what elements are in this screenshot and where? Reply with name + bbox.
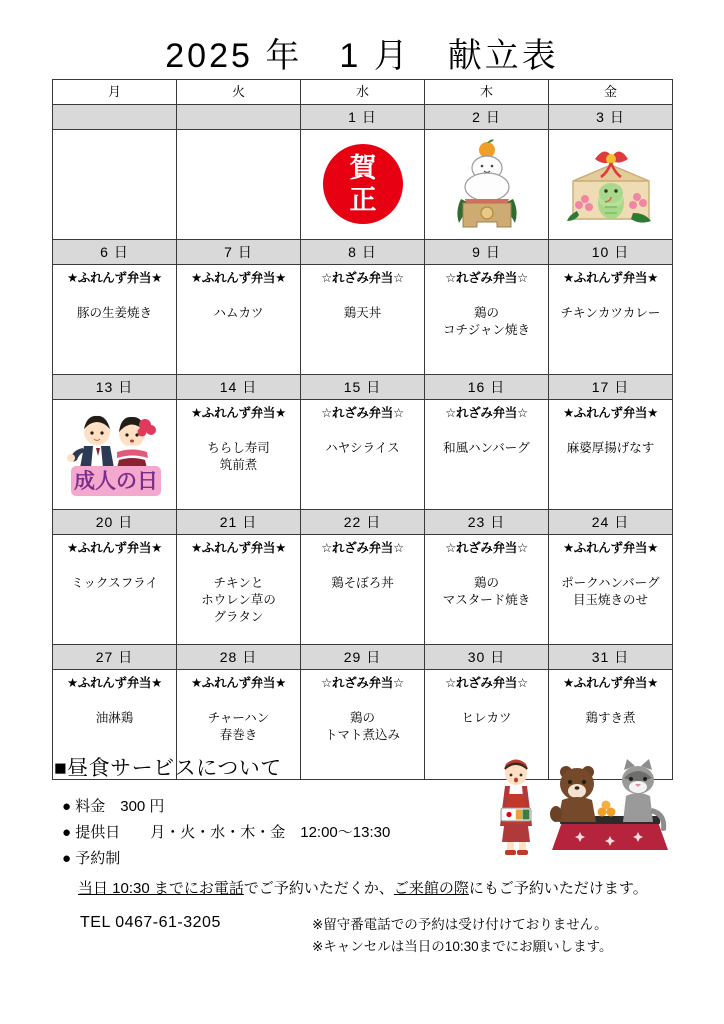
dish-line: ポークハンバーグ [561,576,660,590]
date-cell: 3 日 [549,105,673,130]
dish-line: コチジャン焼き [442,323,530,337]
menu-cell [53,265,177,375]
menu-row [53,130,673,240]
reservation-line: ● 予約制 [62,850,121,867]
dish-line: 鶏の [473,306,499,320]
bento-type-label: ☆れざみ弁当☆ [321,406,404,420]
weekday-header-cell: 木 [425,80,549,105]
weekday-header-cell: 金 [549,80,673,105]
tel-block [54,914,694,958]
date-cell: 9 日 [425,240,549,265]
dish-line: チキンカツカレー [560,306,661,320]
bento-type-label: ☆れざみ弁当☆ [445,271,528,285]
bento-type-label: ★ふれんず弁当★ [66,541,162,555]
dish-line: ミックスフライ [71,576,158,590]
date-cell: 13 日 [53,375,177,400]
menu-cell [301,400,425,510]
dish-line: ホウレン草の [201,593,276,607]
dish-name [551,305,670,322]
dish-line: 鶏の [349,711,375,725]
menu-cell [425,400,549,510]
bento-type-label: ☆れざみ弁当☆ [321,541,404,555]
menu-row [53,400,673,510]
menu-cell-illustration [549,130,673,240]
bento-type-label: ★ふれんず弁当★ [190,541,286,555]
footer-illustrations [484,748,694,866]
reservation-notes [312,914,613,958]
dish-line: ハヤシライス [325,441,400,455]
date-row [53,240,673,265]
date-cell: 24 日 [549,510,673,535]
dish-line: 麻婆厚揚げなす [566,441,655,455]
menu-cell [425,535,549,645]
menu-cell [177,265,301,375]
bento-type-label: ☆れざみ弁当☆ [321,271,404,285]
dish-name [179,575,298,626]
dish-line: 春巻き [219,728,258,742]
date-row [53,375,673,400]
weekday-header-row [53,80,673,105]
menu-cell [549,400,673,510]
bento-type-label: ★ふれんず弁当★ [562,271,658,285]
bento-type-label: ☆れざみ弁当☆ [445,676,528,690]
dish-name [55,575,174,592]
bento-lady-and-kotatsu-animals-icon [484,748,694,866]
dish-line: 筑前煮 [219,458,258,472]
reservation-detail-mid: でご予約いただくか、 [243,880,394,897]
dish-name [179,440,298,474]
bento-type-label: ☆れざみ弁当☆ [445,541,528,555]
date-cell: 21 日 [177,510,301,535]
kagami-mochi-icon [425,130,548,238]
dish-line: トマト煮込み [324,728,400,742]
dish-line: チキンと [213,576,264,590]
date-cell: 30 日 [425,645,549,670]
weekday-header-cell: 火 [177,80,301,105]
bento-type-label: ★ふれんず弁当★ [66,676,162,690]
date-cell-empty [53,105,177,130]
dish-line: 目玉焼きのせ [572,593,648,607]
date-row [53,105,673,130]
svg-text:賀: 賀 [349,153,376,183]
dish-line: 鶏の [473,576,499,590]
dish-name [303,575,422,592]
menu-cell [53,535,177,645]
bento-type-label: ★ふれんず弁当★ [562,541,658,555]
dish-name [179,305,298,322]
menu-cell-illustration [425,130,549,240]
menu-cell [301,265,425,375]
dish-line: マスタード焼き [442,593,531,607]
date-cell: 20 日 [53,510,177,535]
date-cell: 16 日 [425,375,549,400]
svg-text:成人の日: 成人の日 [73,470,158,493]
dish-name [427,710,546,727]
date-cell: 2 日 [425,105,549,130]
dish-line: チャーハン [207,711,270,725]
dish-name [179,710,298,744]
dish-name [551,575,670,609]
dish-name [303,305,422,322]
bento-type-label: ★ふれんず弁当★ [562,676,658,690]
gasho-stamp-icon [301,130,424,238]
dish-name [427,305,546,339]
weekday-header-cell: 月 [53,80,177,105]
dish-line: 和風ハンバーグ [443,441,530,455]
date-cell: 14 日 [177,375,301,400]
date-cell-empty [177,105,301,130]
dish-name [551,710,670,727]
dish-name [551,440,670,457]
page-title: 2025 年 1 月 献立表 [165,37,559,75]
bento-type-label: ★ふれんず弁当★ [66,271,162,285]
weekday-header-cell: 水 [301,80,425,105]
date-cell: 27 日 [53,645,177,670]
menu-cell [177,400,301,510]
dish-line: ちらし寿司 [207,441,270,455]
calendar-table-wrapper [52,79,672,780]
date-cell: 6 日 [53,240,177,265]
reservation-detail [54,876,694,902]
menu-cell-illustration [53,400,177,510]
menu-cell-empty [177,130,301,240]
menu-row [53,535,673,645]
menu-cell [177,535,301,645]
date-cell: 7 日 [177,240,301,265]
date-cell: 22 日 [301,510,425,535]
date-cell: 23 日 [425,510,549,535]
dish-name [303,440,422,457]
date-cell: 15 日 [301,375,425,400]
dish-line: グラタン [213,610,264,624]
menu-cell [549,265,673,375]
bento-type-label: ★ふれんず弁当★ [562,406,658,420]
dish-name [303,710,422,744]
dish-name [427,575,546,609]
dish-line: ヒレカツ [461,711,512,725]
date-cell: 28 日 [177,645,301,670]
service-days-line: ● 提供日 月・火・水・木・金 12:00〜13:30 [62,824,391,841]
price-line: ● 料金 300 円 [62,798,165,815]
menu-row [53,265,673,375]
date-row [53,645,673,670]
bento-type-label: ★ふれんず弁当★ [190,676,286,690]
date-cell: 8 日 [301,240,425,265]
note-cancellation: ※キャンセルは当日の10:30までにお願いします。 [312,939,613,954]
bento-type-label: ☆れざみ弁当☆ [445,406,528,420]
reservation-detail-phone: 当日 10:30 までにお電話 [78,880,244,897]
coming-of-age-day-icon [53,400,176,508]
menu-cell-illustration [301,130,425,240]
menu-cell [301,535,425,645]
note-answering-machine: ※留守番電話での予約は受け付けておりません。 [312,917,608,932]
dish-name [55,305,174,322]
dish-name [55,710,174,727]
svg-text:正: 正 [349,185,376,215]
date-cell: 1 日 [301,105,425,130]
date-row [53,510,673,535]
bento-type-label: ☆れざみ弁当☆ [321,676,404,690]
date-cell: 31 日 [549,645,673,670]
dish-line: 豚の生姜焼き [76,306,152,320]
bento-type-label: ★ふれんず弁当★ [190,406,286,420]
calendar-table [52,79,673,780]
dish-line: 油淋鶏 [95,711,134,725]
date-cell: 29 日 [301,645,425,670]
dish-name [427,440,546,457]
menu-cell [549,535,673,645]
dish-line: 鶏そぼろ丼 [331,576,394,590]
date-cell: 10 日 [549,240,673,265]
menu-cell-empty [53,130,177,240]
lunch-service-heading: ■昼食サービスについて [54,757,282,780]
reservation-detail-end: にもご予約いただけます。 [468,880,648,897]
reservation-detail-visit: ご来館の際 [393,880,469,897]
dish-line: 鶏すき煮 [585,711,636,725]
dish-line: ハムカツ [213,306,264,320]
dish-line: 鶏天丼 [343,306,382,320]
snake-ema-icon [549,130,672,238]
bento-type-label: ★ふれんず弁当★ [190,271,286,285]
menu-cell [425,265,549,375]
date-cell: 17 日 [549,375,673,400]
telephone-number: TEL 0467-61-3205 [80,914,221,931]
